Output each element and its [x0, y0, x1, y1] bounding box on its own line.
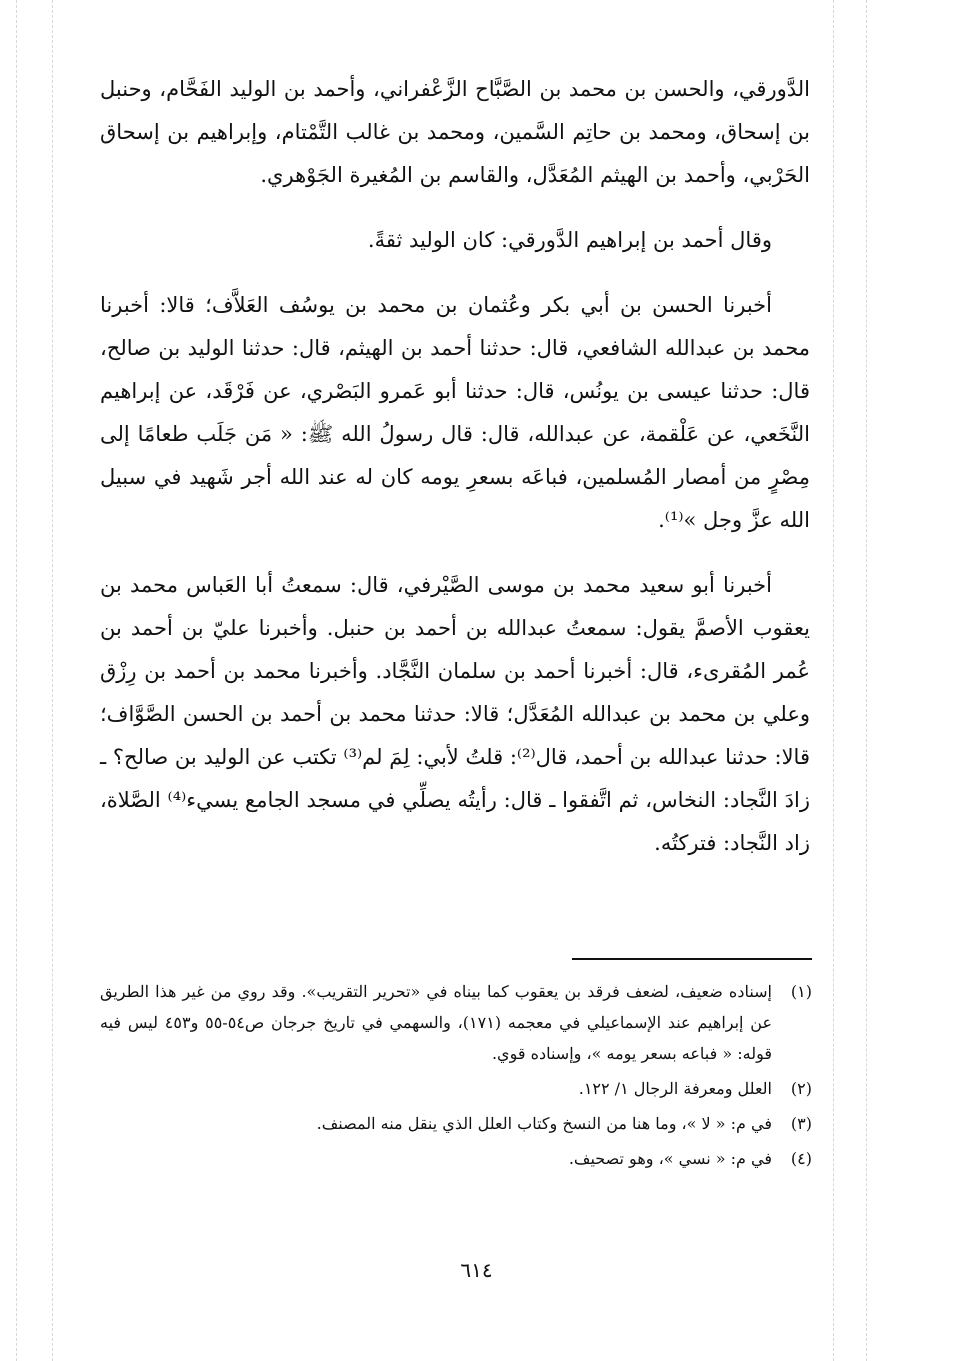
footnote-number: (١) — [790, 982, 812, 1001]
scan-artifact-line — [866, 0, 867, 1361]
page-number: ٦١٤ — [460, 1258, 493, 1282]
paragraph-hadith-chain: أخبرنا الحسن بن أبي بكر وعُثمان بن محمد بن يوسُف العَلاَّف؛ قالا: أخبرنا محمد بن عبدالله الشافعي، قال: حدثنا أحمد بن الهيثم، قال: حدثنا الوليد بن صالح، قال: حدثنا عيسى بن يونُس، قال: حدثنا أبو عَمرو البَصْري، عن فَرْقَد، عن إبراهيم النَّخَعي، عن عَلْقمة، عن عبدالله، قال: قال رسولُ الله ﷺ: « مَن جَلَب طعامًا إلى مِصْرٍ من أمصار المُسلمين، فباعَه بسعرِ يومه كان له عند الله أجر شَهيد في سبيل الله عزَّ وجل »⁽¹⁾. — [100, 293, 810, 532]
footnote-text: في م: « نسي »، وهو تصحيف. — [568, 1149, 772, 1168]
scan-artifact-line — [52, 0, 53, 1361]
paragraph-dawraqi-statement: وقال أحمد بن إبراهيم الدَّورقي: كان الوليد ثقةً. — [367, 228, 772, 252]
footnote-text: إسناده ضعيف، لضعف فرقد بن يعقوب كما بيناه في «تحرير التقريب». وقد روي من غير هذا الطريق عن إبراهيم عند الإسماعيلي في معجمه (١٧١)، والسهمي في تاريخ جرجان ص٥٤-٥٥ و٤٥٣ ليس فيه قوله: « فباعه بسعر يومه »، وإسناده قوي. — [100, 982, 773, 1063]
main-text — [100, 68, 810, 887]
scan-artifact-line — [833, 0, 834, 1361]
footnote-item — [100, 976, 812, 1069]
footnotes — [100, 976, 812, 1178]
footnote-number: (٢) — [790, 1079, 812, 1098]
footnote-text: في م: « لا »، وما هنا من النسخ وكتاب العلل الذي ينقل منه المصنف. — [316, 1114, 772, 1133]
paragraph-abdullah-report: أخبرنا أبو سعيد محمد بن موسى الصَّيْرفي، قال: سمعتُ أبا العَباس محمد بن يعقوب الأصمَّ يقول: سمعتُ عبدالله بن أحمد بن حنبل. وأخبرنا عليّ بن أحمد بن عُمر المُقرىء، قال: أخبرنا أحمد بن سلمان النَّجَّاد. وأخبرنا محمد بن أحمد بن رِزْق وعلي بن محمد بن عبدالله المُعَدَّل؛ قالا: حدثنا محمد بن أحمد بن الحسن الصَّوَّاف؛ قالا: حدثنا عبدالله بن أحمد، قال⁽²⁾: قلتُ لأبي: لِمَ لم⁽³⁾ تكتب عن الوليد بن صالح؟ ـ زادَ النَّجاد: النخاس، ثم اتَّفقوا ـ قال: رأيتُه يصلِّي في مسجد الجامع يسيء⁽⁴⁾ الصَّلاة، زاد النَّجاد: فتركتُه. — [100, 573, 810, 855]
footnote-number: (٣) — [790, 1114, 812, 1133]
scan-artifact-line — [16, 0, 17, 1361]
paragraph-narrators: الدَّورقي، والحسن بن محمد بن الصَّبَّاح الزَّعْفراني، وأحمد بن الوليد الفَحَّام، وحنبل بن إسحاق، ومحمد بن حاتِم السَّمين، ومحمد بن غالب التَّمْتام، وإبراهيم بن إسحاق الحَرْبي، وأحمد بن الهيثم المُعَدَّل، والقاسم بن المُغيرة الجَوْهري. — [100, 77, 810, 187]
footnote-item — [100, 1108, 812, 1139]
footnote-text: العلل ومعرفة الرجال ١/ ١٢٢. — [578, 1079, 772, 1098]
footnote-number: (٤) — [790, 1149, 812, 1168]
footnote-item — [100, 1143, 812, 1174]
footnote-separator — [572, 958, 812, 960]
footnote-item — [100, 1073, 812, 1104]
